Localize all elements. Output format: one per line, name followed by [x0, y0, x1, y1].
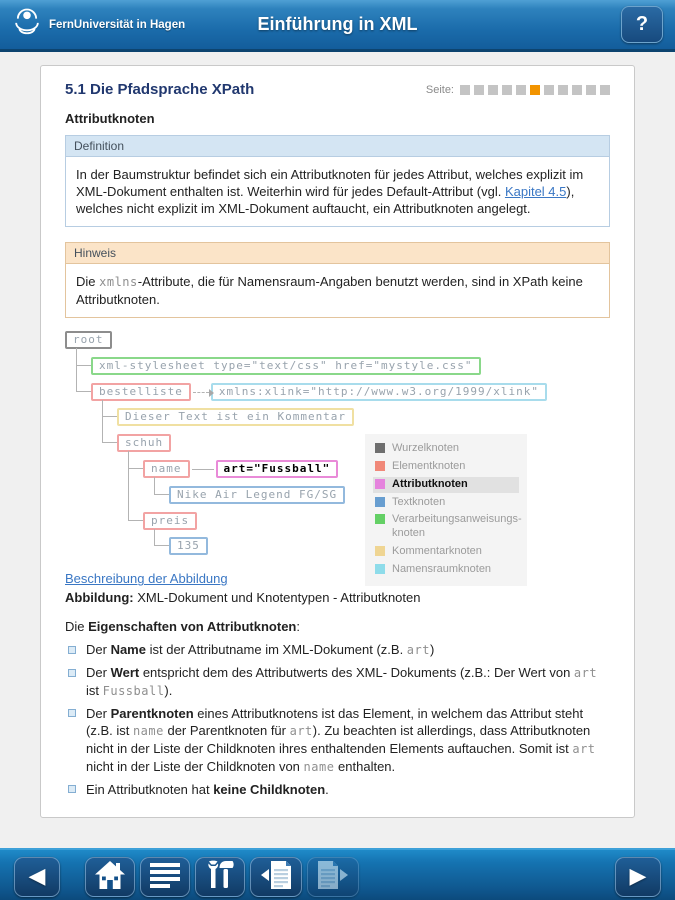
page-previous-icon [259, 860, 293, 895]
home-icon [95, 861, 125, 894]
list-item [65, 781, 610, 798]
page-next-button[interactable] [307, 857, 359, 897]
text: enthalten. [334, 758, 396, 774]
tree-node-verarbeitungsanweisungsknoten: xml-stylesheet type="text/css" href="mystyle.css" [91, 357, 481, 375]
legend-swatch-icon [375, 443, 385, 453]
definition-box-title: Definition [66, 136, 609, 157]
tree-node-elementknoten: bestelliste [91, 383, 191, 401]
legend-label: Verarbeitungsanweisungs-knoten [392, 513, 522, 540]
xml-tree-figure [65, 331, 610, 575]
bold-text: Name [110, 642, 146, 658]
legend-swatch-icon [375, 564, 385, 574]
legend-swatch-icon [375, 497, 385, 507]
page-dot [460, 85, 470, 95]
text: In der Baumstruktur befindet sich ein Attributknoten für jedes Attribut, welches explizit im XML-Dokument enthalten ist. Weiterhin wird für jedes Default-Attribut (vgl. [76, 167, 584, 200]
text: -Attribute, die für Namensraum-Angaben benutzt werden, sind in XPath keine Attributknoten. [76, 274, 583, 308]
back-arrow-icon: ◀ [28, 864, 46, 889]
code-text: art [573, 666, 598, 681]
home-button[interactable] [85, 857, 135, 897]
hinweis-box-title: Hinweis [66, 243, 609, 264]
forward-arrow-icon: ▶ [629, 864, 647, 889]
section-title: 5.1 Die Pfadsprache XPath [65, 81, 255, 98]
page-dot [488, 85, 498, 95]
legend-label: Kommentarknoten [392, 544, 482, 557]
text: ), welches nicht explizit im XML-Dokument auftaucht, ein Attributknoten angelegt. [76, 184, 575, 217]
page-dot-active [530, 85, 540, 95]
legend-item [373, 512, 522, 542]
text: ). [164, 683, 173, 699]
legend-swatch-icon [375, 546, 385, 556]
text: nicht in der Liste der Childknoten von [86, 758, 304, 774]
text: eines Attributknotens ist das Element, in welchem das Attribut steht (z.B. ist [86, 705, 584, 739]
figure-description-link[interactable]: Beschreibung der Abbildung [65, 571, 228, 587]
tools-button[interactable] [195, 857, 245, 897]
tree-row [91, 357, 481, 375]
tree-node-kommentarknoten: Dieser Text ist ein Kommentar [117, 408, 354, 426]
code-text: Fussball [102, 684, 165, 699]
tree-row [169, 486, 345, 504]
text: ) [429, 642, 435, 658]
legend-label: Elementknoten [392, 460, 466, 473]
text: Ein Attributknoten hat [86, 781, 214, 797]
tree-node-elementknoten: preis [143, 512, 197, 530]
text: : [296, 619, 300, 635]
legend-item [373, 459, 519, 475]
content-card [40, 65, 635, 818]
tree-row [143, 460, 338, 478]
tree-side-connector [192, 469, 214, 470]
code-text: xmlns [99, 275, 138, 290]
code-text: art [406, 643, 430, 658]
tree-canvas [65, 331, 610, 562]
list-item [65, 664, 610, 700]
tree-connector [76, 348, 91, 392]
legend-item [373, 562, 519, 578]
brand [12, 7, 185, 42]
page-dot [572, 85, 582, 95]
properties-list [65, 641, 610, 797]
help-button[interactable]: ? [621, 6, 663, 43]
contents-list-icon [150, 862, 180, 893]
bottom-toolbar [0, 848, 675, 900]
legend-swatch-icon [375, 479, 385, 489]
contents-button[interactable] [140, 857, 190, 897]
page-indicator [426, 84, 610, 96]
tree-node-elementknoten: name [143, 460, 190, 478]
list-item [65, 705, 610, 776]
bold-text: Wert [110, 665, 140, 681]
text: Die [65, 619, 89, 635]
page-title: Einführung in XML [257, 14, 418, 34]
tree-node-wurzelknoten: root [65, 331, 112, 349]
tree-node-namensraumknoten: xmlns:xlink="http://www.w3.org/1999/xlink" [211, 383, 547, 401]
app-header [0, 0, 675, 52]
definition-box-body [66, 157, 609, 226]
tree-node-elementknoten: schuh [117, 434, 171, 452]
hinweis-box-body [66, 264, 609, 317]
node-type-legend [365, 434, 527, 586]
text: Der [86, 642, 111, 658]
legend-item [373, 495, 519, 511]
bold-text: keine Childknoten [213, 781, 326, 797]
text: ist [86, 683, 103, 699]
text: ). Zu beachten ist allerdings, dass Attributknoten nicht in der Liste der Childknoten ihres enthaltenden Elements auftauchen. Somit ist [86, 723, 591, 756]
text: der Parentknoten für [163, 723, 290, 739]
tree-node-textknoten: Nike Air Legend FG/SG [169, 486, 345, 504]
page-previous-button[interactable] [250, 857, 302, 897]
text: ist der Attributname im XML-Dokument (z.B. [145, 642, 407, 658]
page-dot [474, 85, 484, 95]
tree-node-attributknoten: art="Fussball" [216, 460, 339, 478]
text: Die [76, 274, 100, 290]
brand-name: FernUniversität in Hagen [49, 18, 186, 31]
forward-button[interactable] [615, 857, 661, 897]
legend-label: Textknoten [392, 495, 446, 508]
code-text: name [303, 759, 335, 774]
tree-connector [128, 451, 143, 521]
legend-label: Attributknoten [392, 477, 468, 490]
page-dot [502, 85, 512, 95]
legend-label: Wurzelknoten [392, 442, 460, 455]
back-button[interactable] [14, 857, 60, 897]
legend-item [373, 477, 519, 493]
page-dot [586, 85, 596, 95]
tree-row [91, 383, 547, 401]
tree-row [117, 408, 354, 426]
bold-text: Abbildung: [65, 590, 134, 606]
inline-link[interactable]: Kapitel 4.5 [504, 184, 567, 200]
legend-label: Namensraumknoten [392, 562, 492, 575]
definition-box [65, 135, 610, 227]
page-next-icon [316, 860, 350, 895]
legend-swatch-icon [375, 514, 385, 524]
code-text: art [572, 741, 596, 756]
tree-connector [154, 477, 169, 495]
code-text: art [289, 724, 313, 739]
page-dots [460, 85, 610, 95]
list-item [65, 641, 610, 659]
bold-text: Eigenschaften von Attributknoten [88, 619, 297, 635]
code-text: name [132, 724, 164, 739]
tree-connector [102, 400, 117, 443]
legend-item [373, 441, 519, 457]
tree-side-connector [193, 392, 209, 393]
fernuni-logo-icon [12, 7, 42, 42]
legend-item [373, 544, 519, 560]
tools-icon [204, 860, 236, 895]
tree-row [143, 512, 197, 530]
text: Der [86, 665, 111, 681]
text: XML-Dokument und Knotentypen - Attributknoten [133, 590, 421, 606]
page-dot [516, 85, 526, 95]
text: entspricht dem des Attributwerts des XML- Dokuments (z.B.: Der Wert von [139, 665, 574, 681]
text: . [325, 781, 329, 797]
tree-connector [154, 529, 169, 546]
topic-heading: Attributknoten [65, 111, 155, 126]
tree-row [117, 434, 171, 452]
properties-intro [65, 619, 610, 634]
page-dot [600, 85, 610, 95]
tree-row [169, 537, 208, 555]
tree-row [65, 331, 112, 349]
tree-node-textknoten: 135 [169, 537, 208, 555]
page-dot [558, 85, 568, 95]
page-indicator-label: Seite: [425, 83, 454, 96]
bold-text: Parentknoten [110, 705, 194, 721]
figure-caption [65, 590, 610, 605]
legend-swatch-icon [375, 461, 385, 471]
page-dot [544, 85, 554, 95]
text: Der [86, 705, 111, 721]
hinweis-box [65, 242, 610, 318]
